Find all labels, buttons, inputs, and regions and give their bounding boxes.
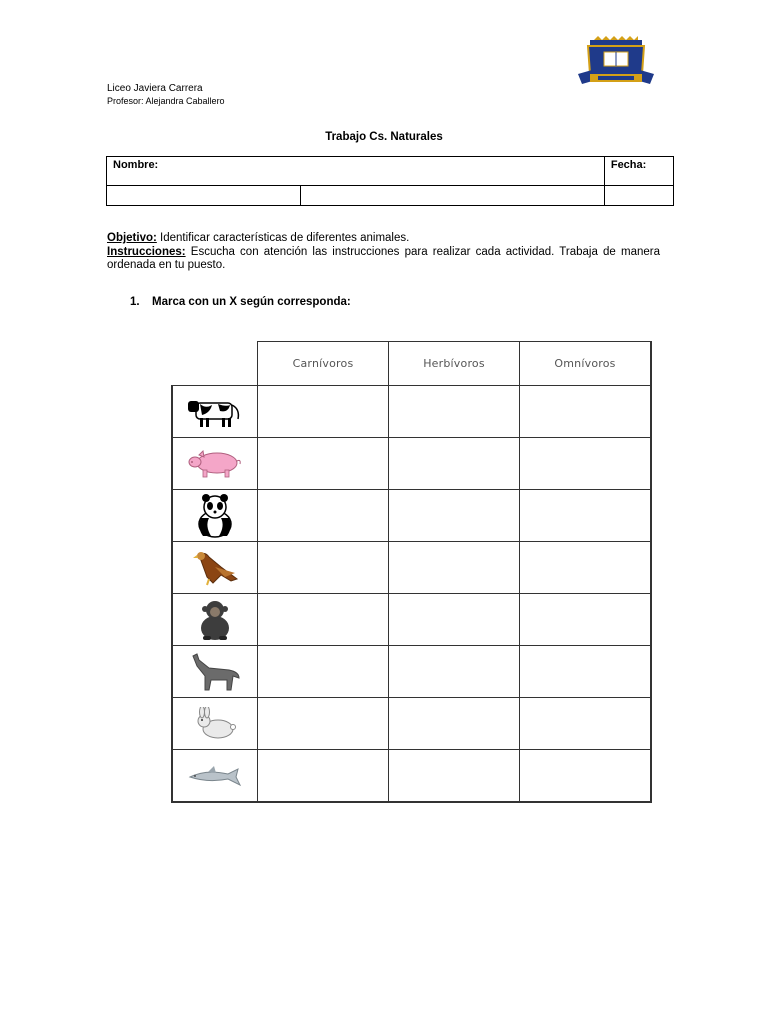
mark-cell[interactable] [258,386,389,438]
table-row [172,490,651,542]
animal-cell [172,750,258,803]
school-header [107,82,225,108]
objective-label: Objetivo: [107,232,157,244]
name-label: Nombre: [113,159,159,171]
mark-cell[interactable] [389,386,520,438]
school-name: Liceo Javiera Carrera [107,83,203,94]
page-title: Trabajo Cs. Naturales [325,131,443,143]
name-field[interactable] [107,157,605,186]
info-blank-cell[interactable] [301,186,605,206]
date-label: Fecha: [610,159,647,171]
monkey-icon [195,598,235,642]
mark-cell[interactable] [520,490,652,542]
mark-cell[interactable] [520,750,652,803]
table-row [172,594,651,646]
date-field[interactable] [604,157,673,186]
pig-icon [187,449,243,479]
mark-cell[interactable] [258,698,389,750]
mark-cell[interactable] [258,646,389,698]
mark-cell[interactable] [520,438,652,490]
teacher-name: Profesor: Alejandra Caballero [107,96,225,106]
info-blank-cell[interactable] [604,186,673,206]
instructions-block [107,232,660,273]
mark-cell[interactable] [389,698,520,750]
animal-cell [172,542,258,594]
animal-classification-table [171,341,652,803]
animal-cell [172,698,258,750]
student-info-table [106,156,674,206]
column-header-carnivoros: Carnívoros [258,342,389,386]
question-1 [130,296,351,308]
mark-cell[interactable] [389,646,520,698]
table-header-row [172,342,651,386]
mark-cell[interactable] [258,542,389,594]
shark-icon [186,765,244,787]
table-row [172,750,651,803]
mark-cell[interactable] [389,542,520,594]
mark-cell[interactable] [389,594,520,646]
mark-cell[interactable] [520,646,652,698]
table-row [172,438,651,490]
eagle-icon [191,549,239,587]
question-number: 1. [130,296,140,308]
table-row [172,386,651,438]
animal-cell [172,438,258,490]
mark-cell[interactable] [258,594,389,646]
instructions-text: Escucha con atención las instrucciones para realizar cada actividad. Trabaja de manera ordenada en tu puesto. [107,245,660,271]
mark-cell[interactable] [389,750,520,803]
question-text: Marca con un X según corresponda: [152,296,351,308]
mark-cell[interactable] [520,386,652,438]
mark-cell[interactable] [520,542,652,594]
mark-cell[interactable] [520,698,652,750]
mark-cell[interactable] [389,490,520,542]
table-row [172,542,651,594]
cow-icon [186,395,244,429]
school-logo [576,36,656,92]
animal-cell [172,490,258,542]
mark-cell[interactable] [258,750,389,803]
instructions-label: Instrucciones: [107,245,186,258]
mark-cell[interactable] [258,490,389,542]
objective-text: Identificar características de diferentes animales. [156,232,410,244]
column-header-omnivoros: Omnívoros [520,342,652,386]
mark-cell[interactable] [520,594,652,646]
panda-icon [195,494,235,538]
animal-cell [172,386,258,438]
rabbit-icon [192,707,238,741]
objective-line [107,232,660,246]
mark-cell[interactable] [389,438,520,490]
mark-cell[interactable] [258,438,389,490]
wolf-icon [189,652,241,692]
animal-cell [172,646,258,698]
animal-cell [172,594,258,646]
info-blank-cell[interactable] [107,186,301,206]
corner-cell [172,342,258,386]
table-row [172,646,651,698]
table-row [172,698,651,750]
instructions-line [107,246,660,273]
column-header-herbivoros: Herbívoros [389,342,520,386]
